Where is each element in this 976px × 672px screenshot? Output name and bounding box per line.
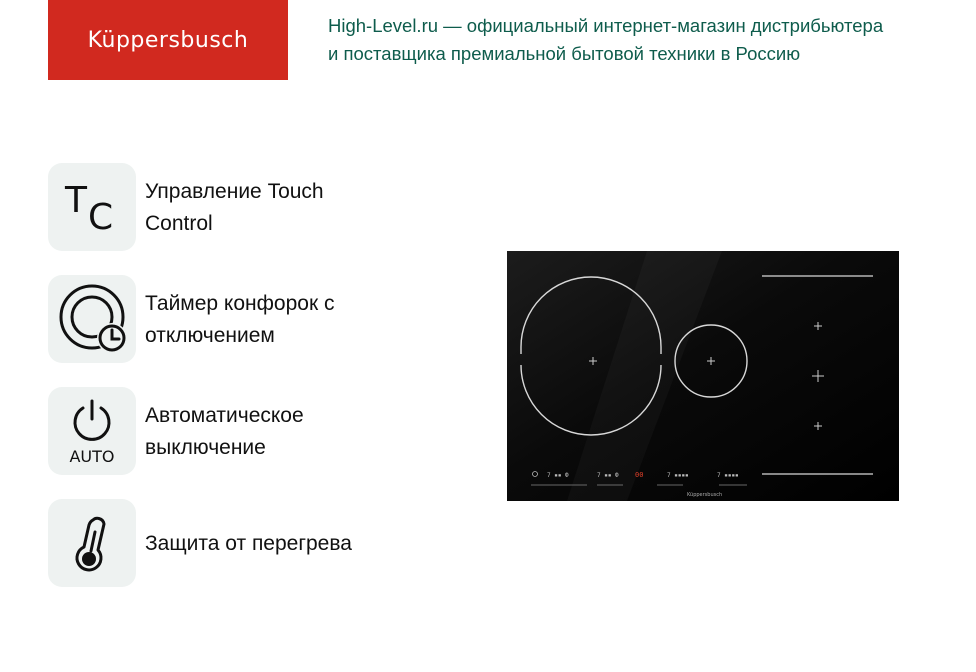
svg-text:7 ▪▪▪▪: 7 ▪▪▪▪ xyxy=(717,472,739,479)
feature-1-line-1: Управление Touch xyxy=(145,180,324,203)
cooktop-graphic xyxy=(507,251,899,501)
feature-2-line-2: отключением xyxy=(145,324,275,347)
display-readout: 00 xyxy=(635,471,644,479)
svg-text:7 ▪▪ Ф: 7 ▪▪ Ф xyxy=(547,472,569,479)
power-auto-icon-graphic xyxy=(48,387,136,475)
tagline-line-1: High-Level.ru — официальный интернет-магазин дистрибьютера xyxy=(328,15,884,36)
tagline-line-2: и поставщика премиальной бытовой техники в Россию xyxy=(328,43,801,64)
svg-text:T: T xyxy=(65,180,87,221)
feature-overheat-protection xyxy=(145,528,425,560)
header-tagline xyxy=(328,12,948,68)
burner-timer-icon xyxy=(48,275,136,363)
feature-3-line-2: выключение xyxy=(145,436,266,459)
svg-text:7 ▪▪ Ф: 7 ▪▪ Ф xyxy=(597,472,619,479)
feature-4-line-1: Защита от перегрева xyxy=(145,532,352,555)
burner-timer-icon-graphic xyxy=(48,275,136,363)
power-auto-label: AUTO xyxy=(69,447,115,466)
touch-control-icon-graphic xyxy=(48,163,136,251)
thermometer-icon-graphic xyxy=(48,499,136,587)
feature-1-line-2: Control xyxy=(145,212,213,235)
brand-logo[interactable] xyxy=(48,0,288,80)
brand-logo-text: Küppersbusch xyxy=(87,27,249,53)
feature-auto-off xyxy=(145,400,425,464)
feature-2-line-1: Таймер конфорок с xyxy=(145,292,335,315)
touch-control-icon xyxy=(48,163,136,251)
hob-brand-label: Küppersbusch xyxy=(687,492,723,498)
power-auto-icon xyxy=(48,387,136,475)
feature-3-line-1: Автоматическое xyxy=(145,404,304,427)
svg-text:7 ▪▪▪▪: 7 ▪▪▪▪ xyxy=(667,472,689,479)
induction-cooktop-image xyxy=(507,251,899,501)
thermometer-icon xyxy=(48,499,136,587)
feature-burner-timer xyxy=(145,288,425,352)
feature-touch-control xyxy=(145,176,425,240)
svg-text:C: C xyxy=(88,197,114,238)
